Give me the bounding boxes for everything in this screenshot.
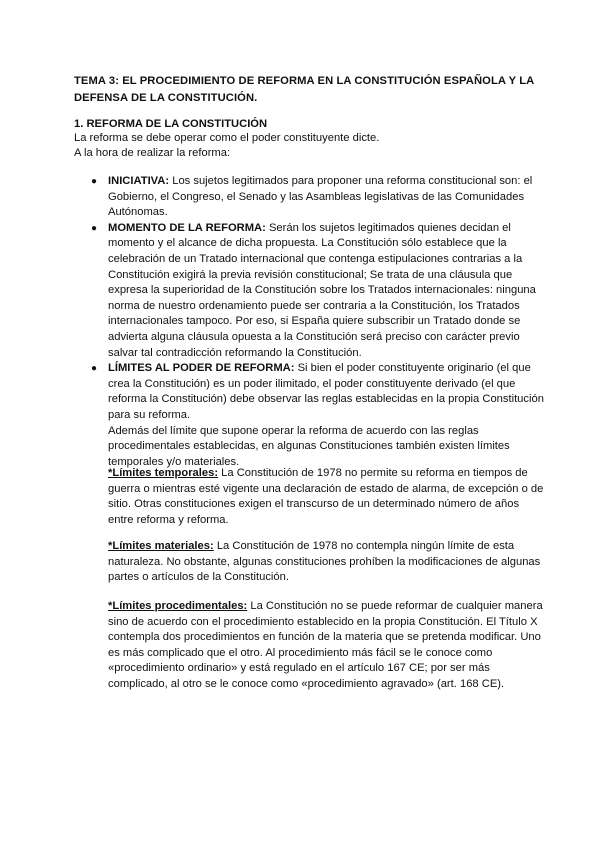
bullet-icon: ●: [91, 222, 98, 234]
section-heading: 1. REFORMA DE LA CONSTITUCIÓN: [74, 118, 268, 130]
limit-text: La Constitución de 1978 no contempla ningún límite de esta naturaleza. No obstante, algunas constituciones prohíben la modificaciones de algunas partes o artículos de la Constitución.: [108, 540, 541, 584]
item-text: Los sujetos legitimados para proponer una reforma constitucional son: el Gobierno, el Congreso, el Senado y las Asambleas legislativas de las Comunidades Autónomas.: [108, 175, 533, 219]
limit-procedimental: [108, 599, 544, 693]
item-text: Si bien el poder constituyente originario (el que crea la Constitución) es un poder ilimitado, el poder constituyente derivado (el que reforma la Constitución) debe observar las reglas establecidas en la propia Constitución para su reforma.: [108, 362, 544, 421]
section-intro: [74, 131, 379, 161]
document-title: TEMA 3: EL PROCEDIMIENTO DE REFORMA EN LA CONSTITUCIÓN ESPAÑOLA Y LA DEFENSA DE LA CONSTITUCIÓN.: [74, 75, 534, 104]
bullet-icon: ●: [91, 363, 98, 375]
limit-temporal: [108, 466, 544, 528]
list-item-limites: [74, 361, 544, 470]
item-label: LÍMITES AL PODER DE REFORMA:: [108, 362, 295, 375]
bullet-icon: ●: [91, 176, 98, 187]
item-label: INICIATIVA:: [108, 175, 170, 187]
list-item-momento: [74, 221, 544, 361]
limit-heading: *Límites materiales:: [108, 540, 214, 552]
limit-text: La Constitución de 1978 no permite su reforma en tiempos de guerra o mientras esté vigente una declaración de estado de alarma, de excepción o de sitio. Otras constituciones exigen el transcurso de un determinado número de años entre reforma y reforma.: [108, 467, 544, 526]
intro-line: La reforma se debe operar como el poder constituyente dicte.: [74, 132, 380, 144]
bullet-list: [74, 174, 544, 470]
limit-material: [108, 539, 544, 586]
limit-heading: *Límites procedimentales:: [108, 600, 248, 612]
list-item-iniciativa: [74, 174, 544, 221]
item-label: MOMENTO DE LA REFORMA:: [108, 221, 266, 234]
limit-heading: *Límites temporales:: [108, 467, 219, 479]
item-extra-paragraph: Además del límite que supone operar la reforma de acuerdo con las reglas procedimentales establecidas, en algunas Constituciones también existen límites temporales y/o materiales.: [108, 424, 510, 468]
item-text: Serán los sujetos legitimados quienes decidan el momento y el alcance de dicha propuesta. La Constitución sólo establece que la celebración de un Tratado internacional que contenga estipulaciones contrarias a la Constitución exigirá la previa revisión constitucional; Se trata de una cláusula que expresa la superioridad de la Constitución sobre los Tratados internacionales: ninguna norma de nuestro ordenamiento puede ser contraria a la Constitución, los Tratados internacionales tampoco. Por eso, si España quiere subscribir un Tratado donde se advierta alguna cláusula opuesta a la Constitución será preciso con carácter previo salvar tal contradicción reformando la Constitución.: [108, 221, 536, 359]
limit-text: La Constitución no se puede reformar de cualquier manera sino de acuerdo con el procedimiento establecido en la propia Constitución. El Título X contempla dos procedimientos en función de la materia que se pretenda modificar. Uno es más complicado que el otro. Al procedimiento más fácil se le conoce como «procedimiento ordinario» y está regulado en el artículo 167 CE; por ser más complicado, al otro se le conoce como «procedimiento agravado» (art. 168 CE).: [108, 600, 543, 690]
intro-line: A la hora de realizar la reforma:: [74, 147, 231, 159]
